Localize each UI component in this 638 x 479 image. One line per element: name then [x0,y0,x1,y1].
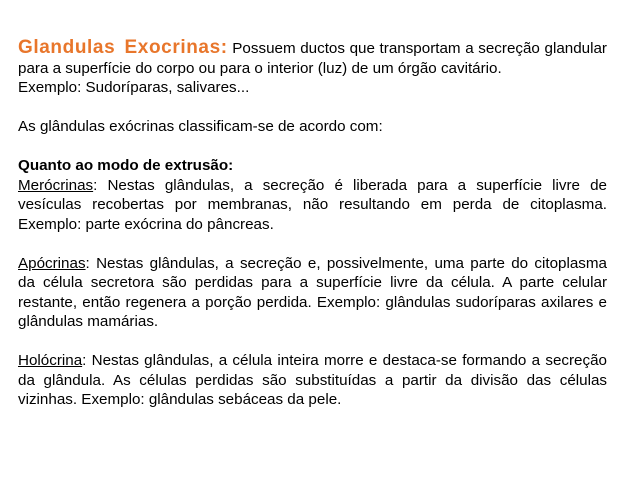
slide-title: Glandulas Exocrinas: [18,37,228,58]
apocrine-paragraph [18,254,607,332]
intro-text: Possuem ductos que transportam a secreção glandular para a superfície do corpo ou para o interior (luz) de um órgão cavitário. [18,40,607,77]
classification-text: As glândulas exócrinas classificam-se de acordo com: [18,118,383,135]
extrusion-heading: Quanto ao modo de extrusão: [18,157,234,174]
holocrine-text: : Nestas glândulas, a célula inteira morre e destaca-se formando a secreção da glândula. As células perdidas são substituídas a partir da divisão das células vizinhas. Exemplo: glândulas sebáceas da pele. [18,352,607,408]
merocrine-term: Merócrinas [18,176,94,194]
holocrine-term: Holócrina [18,352,83,369]
spacer [18,332,607,352]
intro-example: Exemplo: Sudoríparas, salivares... [18,79,250,96]
apocrine-term: Apócrinas [18,254,86,272]
apocrine-text: : Nestas glândulas, a secreção e, possivelmente, uma parte do citoplasma da célula secretora são perdidas para a superfície livre da célula. A parte celular restante, então regenera a porção perdida. Exemplo: glândulas sudoríparas axilares e glândulas mamárias. [18,254,607,330]
merocrine-paragraph [18,176,607,235]
slide-content [18,38,607,410]
spacer [18,234,607,254]
merocrine-text: : Nestas glândulas, a secreção é liberada para a superfície livre de vesículas recobertas por membranas, não resultando em perda de citoplasma. Exemplo: parte exócrina do pâncreas. [18,176,607,233]
holocrine-paragraph [18,351,607,410]
spacer [18,137,607,157]
spacer [18,98,607,118]
intro-paragraph [18,38,607,78]
